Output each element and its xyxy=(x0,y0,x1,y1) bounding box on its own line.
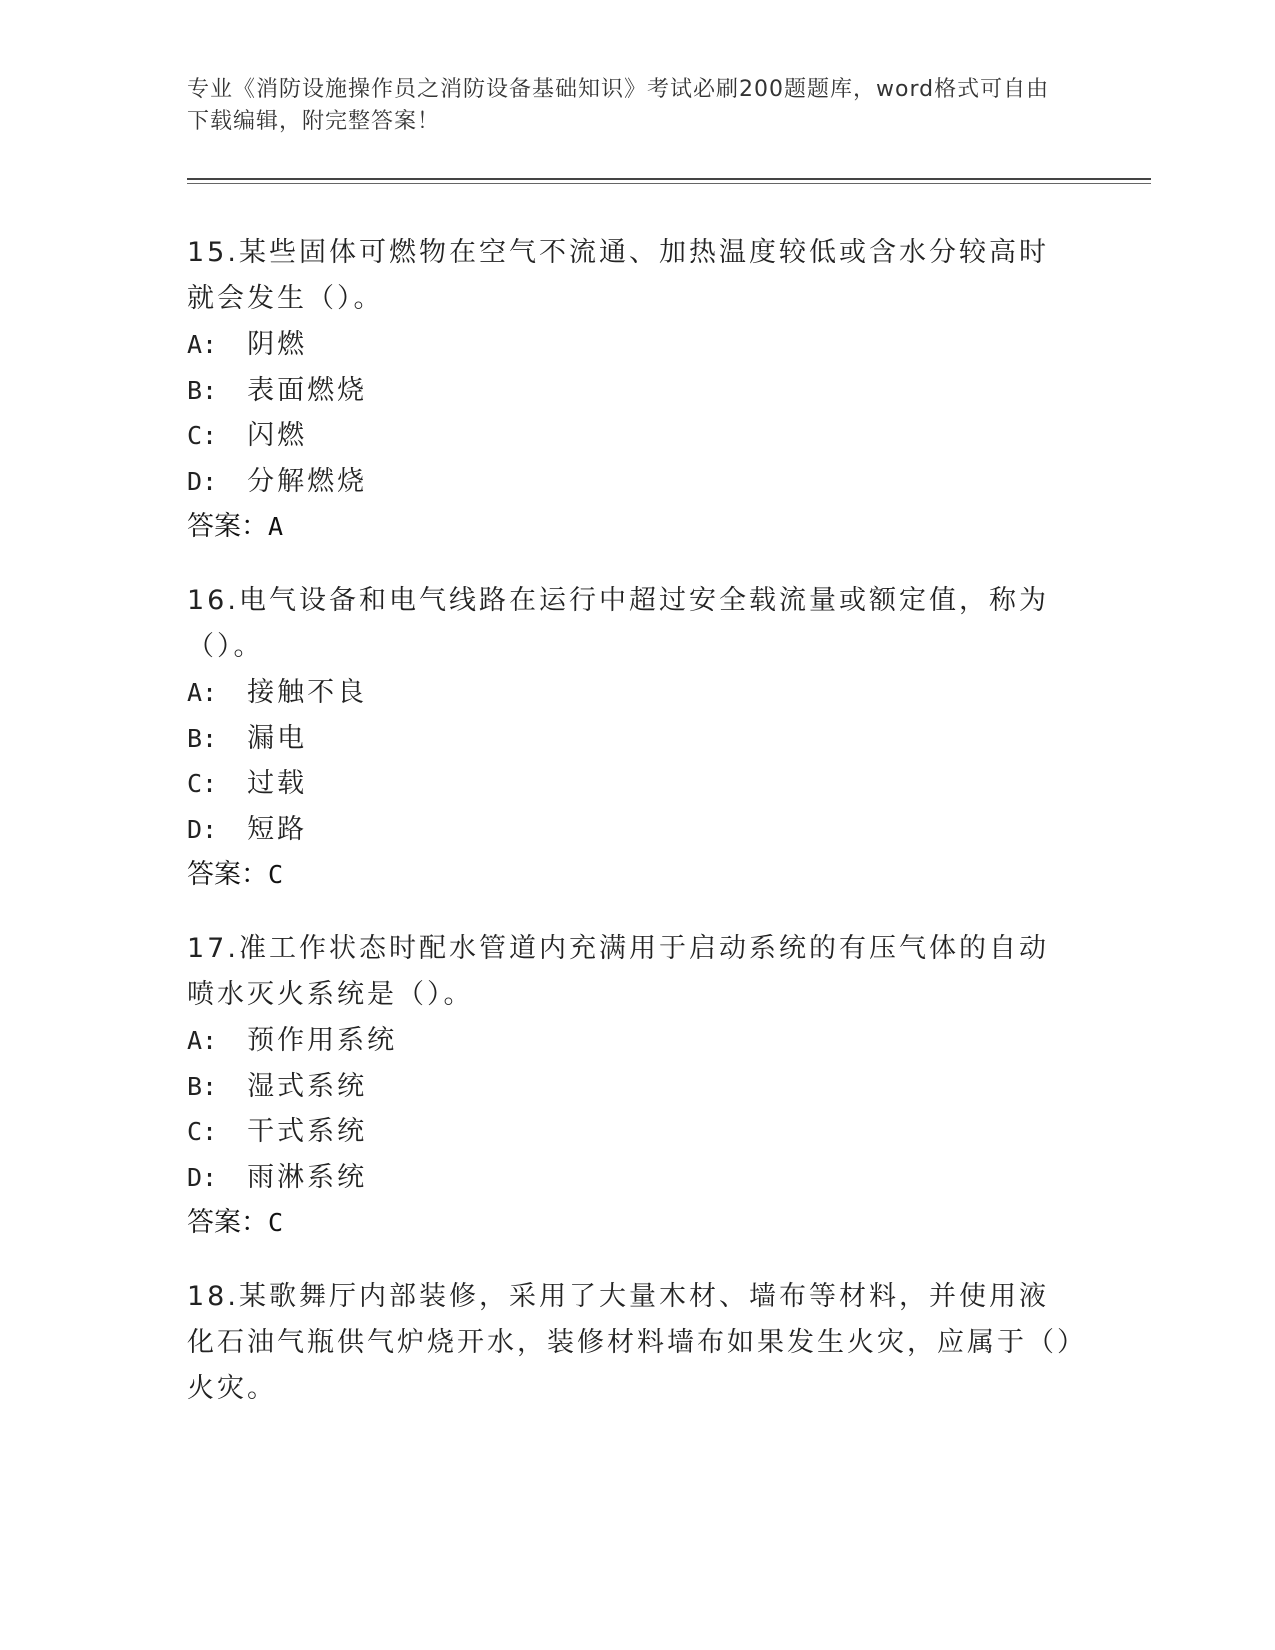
question-stem: 17.准工作状态时配水管道内充满用于启动系统的有压气体的自动喷水灭火系统是（）。 xyxy=(187,933,1049,1010)
option-text: 闪燃 xyxy=(247,420,308,451)
answer-line xyxy=(187,1200,1077,1246)
option-text: 湿式系统 xyxy=(247,1070,368,1102)
option-list xyxy=(187,670,1077,852)
option-text: 雨淋系统 xyxy=(247,1161,368,1193)
option-c xyxy=(187,413,1077,459)
question-stem: 16.电气设备和电气线路在运行中超过安全载流量或额定值，称为（）。 xyxy=(187,585,1049,662)
option-d xyxy=(187,459,1077,505)
answer-line xyxy=(187,852,1077,898)
option-text: 分解燃烧 xyxy=(247,465,368,497)
question-18 xyxy=(187,1274,1077,1412)
option-letter: B: xyxy=(187,375,218,405)
option-letter: D: xyxy=(187,1162,218,1192)
option-letter: D: xyxy=(187,466,218,496)
page-header: 专业《消防设施操作员之消防设备基础知识》考试必刷200题题库，word格式可自由下载编辑，附完整答案！ xyxy=(187,77,1050,134)
header-rule-thin xyxy=(187,183,1151,184)
option-b xyxy=(187,716,1077,762)
option-d xyxy=(187,807,1077,853)
answer-value: C xyxy=(268,1208,284,1237)
answer-value: C xyxy=(268,860,284,889)
option-letter: B: xyxy=(187,1071,218,1101)
option-text: 干式系统 xyxy=(247,1116,368,1147)
question-15 xyxy=(187,230,1077,550)
option-text: 接触不良 xyxy=(247,677,368,708)
option-list xyxy=(187,1018,1077,1200)
option-text: 阴燃 xyxy=(247,329,308,360)
answer-line xyxy=(187,504,1077,550)
option-a xyxy=(187,670,1077,716)
option-letter: A: xyxy=(187,678,218,707)
option-letter: D: xyxy=(187,814,218,844)
option-letter: B: xyxy=(187,723,218,753)
answer-label: 答案： xyxy=(187,511,268,542)
option-letter: C: xyxy=(187,769,218,798)
option-letter: C: xyxy=(187,421,218,450)
option-letter: A: xyxy=(187,1026,218,1055)
question-16 xyxy=(187,578,1077,898)
option-c xyxy=(187,761,1077,807)
option-b xyxy=(187,1064,1077,1110)
header-rule-thick xyxy=(187,178,1151,180)
question-17 xyxy=(187,926,1077,1246)
option-text: 过载 xyxy=(247,768,308,799)
option-letter: C: xyxy=(187,1117,218,1146)
answer-value: A xyxy=(268,512,284,541)
option-text: 短路 xyxy=(247,813,308,845)
question-stem: 18.某歌舞厅内部装修，采用了大量木材、墙布等材料，并使用液化石油气瓶供气炉烧开水，装修材料墙布如果发生火灾，应属于（）火灾。 xyxy=(187,1281,1074,1404)
option-letter: A: xyxy=(187,330,218,359)
option-list xyxy=(187,322,1077,504)
option-text: 预作用系统 xyxy=(247,1025,398,1056)
option-c xyxy=(187,1109,1077,1155)
question-stem: 15.某些固体可燃物在空气不流通、加热温度较低或含水分较高时就会发生（）。 xyxy=(187,237,1049,314)
option-b xyxy=(187,368,1077,414)
option-a xyxy=(187,322,1077,368)
answer-label: 答案： xyxy=(187,1207,268,1238)
option-d xyxy=(187,1155,1077,1201)
answer-label: 答案： xyxy=(187,859,268,890)
option-text: 表面燃烧 xyxy=(247,374,368,406)
option-a xyxy=(187,1018,1077,1064)
option-text: 漏电 xyxy=(247,722,308,754)
